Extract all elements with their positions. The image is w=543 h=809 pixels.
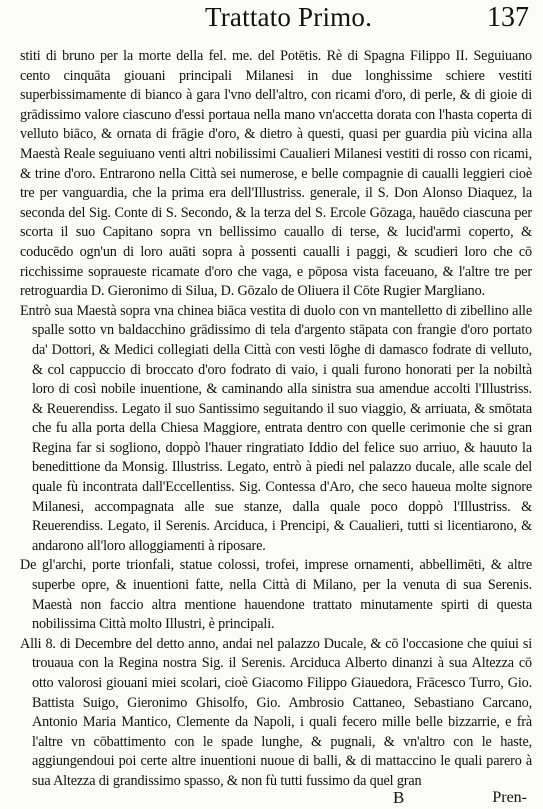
- catchword: Pren-: [492, 789, 527, 806]
- paragraph-2: Entrò sua Maestà sopra vna chinea biāca vestita di duolo con vn mantelletto di zibellino alle spalle sotto vn baldacchino grādissimo di tela d'argento stāpata con frangie d'oro portato da' Dottori, & Medici collegiati della Città con vesti lōghe di damasco fodrate di velluto, & col cappuccio di broccato d'oro fodrato di vaio, i quali furono honorati per la nobiltà loro di così nobile inuentione, & caminando alla sinistra sua amendue accolti l'Illustriss. & Reuerendiss. Legato il suo Santissimo seguitando il suo viaggio, & arriuata, & smōtata che fu alla porta della Chiesa Maggiore, entrata dentro con quelle cerimonie che si gran Regina far si sogliono, doppò l'hauer ringratiato Iddio del felice suo arriuo, & hauuto la benedittione da Monsig. Illustriss. Legato, entrò à piedi nel palazzo ducale, alle scale del quale fù incontrata dall'Eccellentiss. Sig. Contessa d'Aro, che seco haueua molte signore Milanesi, accompagnata alle sue stanze, dalla quale poco doppò l'Illustriss. & Reuerendiss. Legato, il Serenis. Arciduca, i Prencipi, & Caualieri, tutti si licentiarono, & andarono all'loro alloggiamenti à riposare.: [20, 302, 532, 554]
- paragraph-4: Alli 8. di Decembre del detto anno, andai nel palazzo Ducale, & cō l'occasione che quiui si trouaua con la Regina nostra Sig. il Serenis. Arciduca Alberto dinanzi à sua Altezza cō otto valorosi giouani miei scolari, cioè Giacomo Filippo Giauedora, Frācesco Turro, Gio. Battista Suigo, Gieronimo Ghisolfo, Gio. Ambrosio Cattaneo, Sebastiano Carcano, Antonio Maria Mantico, Clemente da Napoli, i quali fecero mille belle bizzarrie, e frà l'altre vn cōbattimento con le spade lunghe, & pugnali, & vn'altro con le haste, aggiungendoui poi certe altre inuentioni nuoue di balli, & di mattaccino le quali parero à sua Altezza di grandissimo spasso, & non fù tutti fussimo da quel gran: [20, 635, 532, 789]
- paragraph-3: De gl'archi, porte trionfali, statue colossi, trofei, imprese ornamenti, abbellimēti, & altre superbe opre, & inuentioni fatte, nella Città di Milano, per la venuta di sua Serenis. Maestà non faccio altra mentione hauendone trattato minutamente spirti di questa nobilissima Città molto Illustri, è principali.: [20, 557, 532, 633]
- paragraph-1: stiti di bruno per la morte della fel. me. del Potētis. Rè di Spagna Filippo II. Seguiuano cento cinquāta giouani principali Milanesi in due longhissime schiere vestiti superbissimamente di bianco à gara l'vno dell'altro, con ricami d'oro, di perle, & di gioie di grādissimo valore ciascuno d'essi portaua nella mano vn'accetta dorata con l'hasta coperta di velluto biāco, & ornata di frāgie d'oro, & dietro à questi, quasi per guardia più vicina alla Maestà Reale seguiuano venti altri nobilissimi Caualieri Milanesi vestiti di rosso con ricami, & trine d'oro. Entrarono nella Città sei numerose, e belle compagnie di caualli leggieri cioè tre per vanguardia, che la prima era dell'Illustriss. generale, il S. Don Alonso Diaquez, la seconda del Sig. Conte di S. Secondo, & la terza del S. Ercole Gōzaga, hauēdo ciascuna per scorta il suo Capitano sopra vn bellissimo cauallo di terse, & lucid'armi coperto, & coducēdo ogn'un di loro auāti sopra à possenti caualli i paggi, & scudieri loro che cō ricchissime sopraueste ricamate d'oro che vaga, e pōposa vista faceuano, & l'altre tre per retroguardia D. Gieronimo di Silua, D. Gōzalo de Oliuera il Cōte Rugier Margliano.: [20, 48, 532, 300]
- footer-line: [20, 789, 527, 809]
- running-title: Trattato Primo.: [205, 2, 373, 32]
- page-number: 137: [487, 2, 529, 33]
- body-text: [20, 47, 532, 792]
- signature-mark: B: [393, 788, 406, 807]
